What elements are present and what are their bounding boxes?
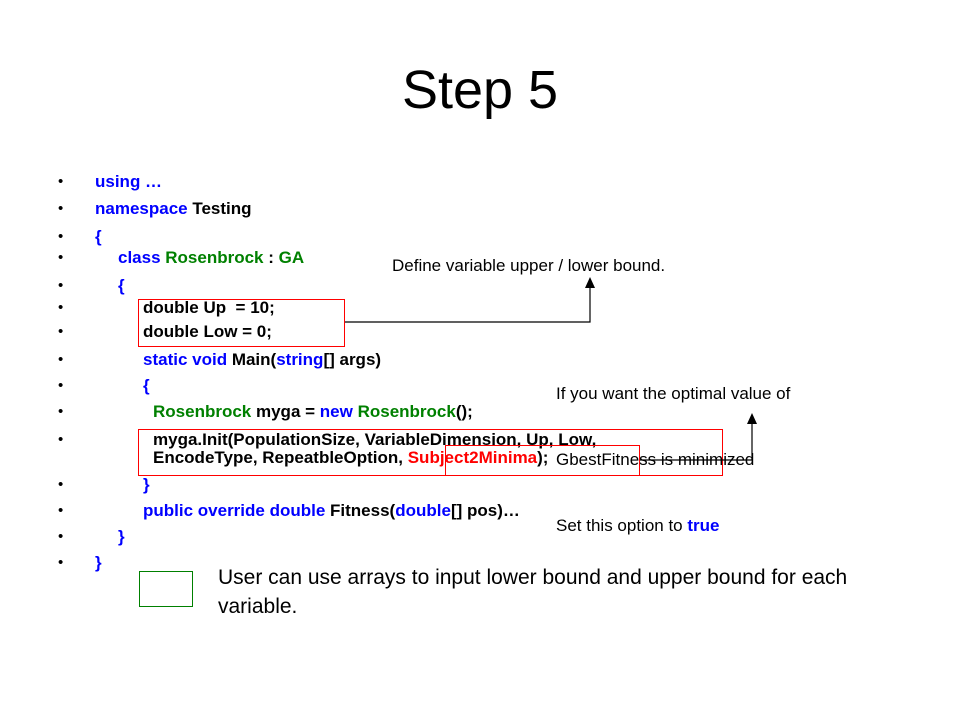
bullet-icon: • <box>58 249 64 266</box>
code-token: myga.Init(PopulationSize, VariableDimension, Up, Low, <box>153 430 597 449</box>
code-token: double Low = 0; <box>143 322 272 341</box>
code-token: Rosenbrock <box>153 402 256 421</box>
code-token: new <box>319 402 358 421</box>
bounds-arrowhead-icon <box>585 277 595 288</box>
code-token: myga = <box>255 402 320 421</box>
bullet-icon: • <box>58 228 64 245</box>
bullet-icon: • <box>58 323 64 340</box>
code-token: using … <box>95 172 163 191</box>
code-token: [] args) <box>323 350 382 369</box>
code-token: static void <box>143 350 232 369</box>
code-token: { <box>95 227 102 246</box>
code-token: Subject2Minima <box>407 448 538 467</box>
user-note: User can use arrays to input lower bound and upper bound for each variable. <box>218 566 848 618</box>
bullet-icon: • <box>58 528 64 545</box>
code-token: (); <box>455 402 473 421</box>
code-token: double <box>395 501 451 520</box>
bullet-icon: • <box>58 502 64 519</box>
code-token: Testing <box>192 199 252 218</box>
bullet-icon: • <box>58 554 64 571</box>
code-token: } <box>95 553 102 572</box>
minima-note <box>556 339 790 559</box>
code-token: [] pos)… <box>450 501 520 520</box>
minima-note-line-3 <box>556 515 790 537</box>
code-token: public override double <box>143 501 331 520</box>
minima-note-keyword: true <box>687 516 720 535</box>
bullet-icon: • <box>58 277 64 294</box>
code-token: { <box>143 376 150 395</box>
bounds-note: Define variable upper / lower bound. <box>392 256 666 275</box>
bullet-icon: • <box>58 299 64 316</box>
code-token: } <box>143 475 150 494</box>
bullet-icon: • <box>58 377 64 394</box>
minima-note-line-2: GbestFitness is minimized <box>556 450 755 469</box>
code-token: namespace <box>95 199 193 218</box>
code-token: } <box>118 527 125 546</box>
bullet-icon: • <box>58 476 64 493</box>
code-token: double Up = 10; <box>143 298 275 317</box>
code-token: : <box>263 248 279 267</box>
code-token: class <box>118 248 166 267</box>
bullet-icon: • <box>58 403 64 420</box>
code-token: Rosenbrock <box>357 402 456 421</box>
code-token: string <box>276 350 324 369</box>
code-token: Main( <box>231 350 277 369</box>
bullet-icon: • <box>58 173 64 190</box>
code-token: Rosenbrock <box>165 248 264 267</box>
minima-note-prefix: Set this option to <box>556 516 688 535</box>
bullet-icon: • <box>58 431 64 448</box>
code-token: EncodeType, RepeatbleOption, <box>153 448 408 467</box>
code-token: { <box>118 276 125 295</box>
bullet-icon: • <box>58 200 64 217</box>
minima-note-line-1: If you want the optimal value of <box>556 384 791 403</box>
code-token: ); <box>537 448 549 467</box>
bounds-connector-line <box>345 285 590 322</box>
bullet-icon: • <box>58 351 64 368</box>
slide-title: Step 5 <box>401 60 559 120</box>
code-token: Fitness( <box>330 501 396 520</box>
code-token: GA <box>278 248 305 267</box>
